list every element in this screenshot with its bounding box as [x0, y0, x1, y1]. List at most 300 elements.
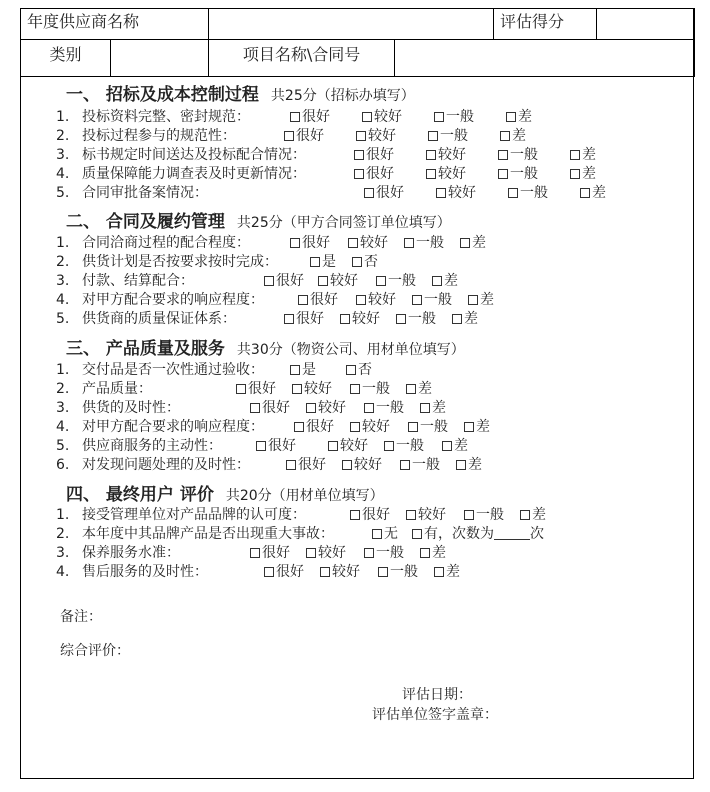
rating-option[interactable]: [406, 380, 432, 398]
option-label: 一般: [362, 381, 390, 397]
rating-option[interactable]: [456, 456, 482, 474]
item-number: 4.: [56, 419, 70, 435]
checkbox[interactable]: [420, 403, 430, 413]
rating-option[interactable]: [290, 234, 330, 252]
checkbox[interactable]: [442, 441, 452, 451]
checkbox[interactable]: [396, 314, 406, 324]
section-heading: 一、 招标及成本控制过程: [66, 85, 259, 105]
item-number: 5.: [56, 438, 70, 454]
rating-option[interactable]: [420, 399, 446, 417]
section-title: [66, 80, 415, 105]
option-label: 很好: [302, 235, 330, 251]
item-text: 合同洽商过程的配合程度：: [82, 235, 250, 251]
checkbox[interactable]: [406, 384, 416, 394]
criterion-item: [56, 525, 334, 543]
project-field[interactable]: [395, 40, 695, 77]
option-label: 一般: [390, 564, 418, 580]
score-label: 评估得分: [494, 9, 597, 40]
checkbox[interactable]: [264, 276, 274, 286]
rating-option[interactable]: [364, 184, 404, 202]
option-label: 差: [468, 457, 482, 473]
option-label: 是: [322, 254, 336, 270]
criterion-item: [56, 418, 264, 436]
section-note: 共20分（用材单位填写）: [225, 488, 384, 504]
checkbox[interactable]: [364, 188, 374, 198]
checkbox[interactable]: [412, 529, 422, 539]
rating-option[interactable]: [236, 380, 276, 398]
rating-option[interactable]: [426, 146, 466, 164]
criterion-item: [56, 361, 264, 379]
rating-option[interactable]: [506, 108, 532, 126]
rating-option[interactable]: [500, 127, 526, 145]
rating-option[interactable]: [250, 544, 290, 562]
checkbox[interactable]: [376, 276, 386, 286]
section-heading: 二、 合同及履约管理: [66, 212, 225, 232]
checkbox[interactable]: [364, 403, 374, 413]
remarks-label: 备注：: [60, 609, 102, 625]
option-label: 很好: [248, 381, 276, 397]
rating-option[interactable]: [428, 127, 468, 145]
criterion-item: [56, 544, 180, 562]
checkbox[interactable]: [434, 567, 444, 577]
option-label: 差: [518, 109, 532, 125]
item-text: 合同审批备案情况：: [82, 185, 208, 201]
checkbox[interactable]: [306, 403, 316, 413]
checkbox[interactable]: [464, 422, 474, 432]
option-label: 较好: [362, 419, 390, 435]
rating-option[interactable]: [376, 272, 416, 290]
category-label: 类别: [21, 40, 111, 77]
section-heading: 四、 最终用户 评价: [66, 485, 214, 505]
option-label: 差: [454, 438, 468, 454]
rating-option[interactable]: [434, 108, 474, 126]
checkbox[interactable]: [452, 314, 462, 324]
rating-option[interactable]: [412, 291, 452, 309]
checkbox[interactable]: [310, 257, 320, 267]
rating-option[interactable]: [352, 253, 378, 271]
rating-option[interactable]: [498, 165, 538, 183]
rating-option[interactable]: [356, 291, 396, 309]
option-label: 一般: [396, 438, 424, 454]
option-label: 差: [464, 311, 478, 327]
option-label: 很好: [306, 419, 334, 435]
item-text: 标书规定时间送达及投标配合情况：: [82, 147, 306, 163]
rating-option[interactable]: [570, 146, 596, 164]
rating-option[interactable]: [400, 456, 440, 474]
rating-option[interactable]: [350, 380, 390, 398]
item-text: 供货商的质量保证体系：: [82, 311, 236, 327]
rating-option[interactable]: [306, 544, 346, 562]
item-number: 1.: [56, 235, 70, 251]
header-table: [20, 8, 695, 77]
overall-evaluation-label: 综合评价：: [60, 643, 130, 659]
option-label: 较好: [360, 235, 388, 251]
checkbox[interactable]: [434, 112, 444, 122]
rating-option[interactable]: [284, 310, 324, 328]
rating-option[interactable]: [362, 108, 402, 126]
item-number: 3.: [56, 400, 70, 416]
rating-option[interactable]: [372, 525, 398, 543]
criterion-item: [56, 184, 208, 202]
option-label: 差: [444, 273, 458, 289]
checkbox[interactable]: [498, 169, 508, 179]
option-label: 很好: [268, 438, 296, 454]
checkbox[interactable]: [306, 548, 316, 558]
checkbox[interactable]: [342, 460, 352, 470]
rating-option[interactable]: [310, 253, 336, 271]
rating-option[interactable]: [328, 437, 368, 455]
checkbox[interactable]: [500, 131, 510, 141]
option-label: 较好: [438, 147, 466, 163]
seal-label: 评估单位签字盖章：: [372, 707, 498, 723]
item-number: 3.: [56, 147, 70, 163]
item-text: 本年度中其品牌产品是否出现重大事故：: [82, 526, 334, 542]
criterion-item: [56, 272, 194, 290]
item-text: 付款、结算配合：: [82, 273, 194, 289]
rating-option[interactable]: [408, 418, 448, 436]
criterion-item: [56, 234, 250, 252]
rating-option[interactable]: [464, 506, 504, 524]
checkbox[interactable]: [298, 295, 308, 305]
checkbox[interactable]: [364, 548, 374, 558]
item-number: 3.: [56, 545, 70, 561]
rating-option[interactable]: [356, 127, 396, 145]
item-number: 5.: [56, 311, 70, 327]
evaluation-date-label: 评估日期：: [402, 687, 472, 703]
rating-option[interactable]: [384, 437, 424, 455]
option-label: 较好: [318, 400, 346, 416]
rating-option[interactable]: [298, 291, 338, 309]
criterion-item: [56, 108, 250, 126]
checkbox[interactable]: [292, 384, 302, 394]
item-text: 产品质量：: [82, 381, 152, 397]
option-label: 很好: [302, 109, 330, 125]
checkbox[interactable]: [436, 188, 446, 198]
checkbox[interactable]: [356, 295, 366, 305]
option-label: 较好: [330, 273, 358, 289]
item-text: 供应商服务的主动性：: [82, 438, 222, 454]
project-label: 项目名称\合同号: [209, 40, 395, 77]
option-label: 很好: [310, 292, 338, 308]
rating-option[interactable]: [412, 525, 544, 543]
rating-option[interactable]: [354, 165, 394, 183]
item-text: 供货计划是否按要求按时完成：: [82, 254, 278, 270]
option-label: 一般: [376, 545, 404, 561]
rating-option[interactable]: [306, 399, 346, 417]
option-label: 一般: [388, 273, 416, 289]
rating-option[interactable]: [452, 310, 478, 328]
rating-option[interactable]: [364, 399, 404, 417]
rating-option[interactable]: [284, 127, 324, 145]
rating-option[interactable]: [520, 506, 546, 524]
checkbox[interactable]: [356, 131, 366, 141]
item-number: 4.: [56, 166, 70, 182]
option-label: 较好: [374, 109, 402, 125]
criterion-item: [56, 146, 306, 164]
rating-option[interactable]: [498, 146, 538, 164]
item-text: 保养服务水准：: [82, 545, 180, 561]
checkbox[interactable]: [354, 150, 364, 160]
option-label: 很好: [276, 273, 304, 289]
criterion-item: [56, 310, 236, 328]
section-heading: 三、 产品质量及服务: [66, 339, 225, 359]
option-label: 差: [532, 507, 546, 523]
item-text: 交付品是否一次性通过验收：: [82, 362, 264, 378]
rating-option[interactable]: [364, 544, 404, 562]
item-text: 投标过程参与的规范性：: [82, 128, 236, 144]
option-label: 很好: [362, 507, 390, 523]
checkbox[interactable]: [384, 441, 394, 451]
supplier-name-label: 年度供应商名称: [21, 9, 209, 40]
criterion-item: [56, 506, 306, 524]
option-label: 较好: [340, 438, 368, 454]
option-label: 否: [364, 254, 378, 270]
option-label: 差: [432, 545, 446, 561]
checkbox[interactable]: [350, 510, 360, 520]
section-note: 共30分（物资公司、用材单位填写）: [236, 342, 465, 358]
section-title: [66, 480, 384, 505]
checkbox[interactable]: [372, 529, 382, 539]
option-label: 一般: [376, 400, 404, 416]
checkbox[interactable]: [420, 548, 430, 558]
criterion-item: [56, 291, 264, 309]
rating-option[interactable]: [342, 456, 382, 474]
criterion-item: [56, 165, 306, 183]
option-label: 较好: [332, 564, 360, 580]
checkbox[interactable]: [506, 112, 516, 122]
rating-option[interactable]: [290, 361, 316, 379]
category-field[interactable]: [111, 40, 209, 77]
checkbox[interactable]: [290, 365, 300, 375]
rating-option[interactable]: [464, 418, 490, 436]
checkbox[interactable]: [520, 510, 530, 520]
checkbox[interactable]: [294, 422, 304, 432]
rating-option[interactable]: [436, 184, 476, 202]
option-label: 很好: [366, 166, 394, 182]
option-label: 较好: [448, 185, 476, 201]
rating-option[interactable]: [286, 456, 326, 474]
checkbox[interactable]: [284, 314, 294, 324]
rating-option[interactable]: [294, 418, 334, 436]
rating-option[interactable]: [434, 563, 460, 581]
option-label: 是: [302, 362, 316, 378]
rating-option[interactable]: [442, 437, 468, 455]
item-number: 1.: [56, 109, 70, 125]
checkbox[interactable]: [406, 510, 416, 520]
option-label: 较好: [418, 507, 446, 523]
checkbox[interactable]: [256, 441, 266, 451]
rating-option[interactable]: [570, 165, 596, 183]
section-title: [66, 207, 451, 232]
rating-option[interactable]: [256, 437, 296, 455]
criterion-item: [56, 456, 250, 474]
item-number: 5.: [56, 185, 70, 201]
item-text: 对甲方配合要求的响应程度：: [82, 419, 264, 435]
item-text: 供货的及时性：: [82, 400, 180, 416]
item-text: 质量保障能力调查表及时更新情况：: [82, 166, 306, 182]
rating-option[interactable]: [378, 563, 418, 581]
rating-option[interactable]: [340, 310, 380, 328]
option-label: 差: [582, 147, 596, 163]
option-label: 较好: [438, 166, 466, 182]
rating-option[interactable]: [348, 234, 388, 252]
item-number: 4.: [56, 292, 70, 308]
item-text: 对发现问题处理的及时性：: [82, 457, 250, 473]
option-label: 很好: [376, 185, 404, 201]
checkbox[interactable]: [354, 169, 364, 179]
option-label: 较好: [304, 381, 332, 397]
rating-option[interactable]: [432, 272, 458, 290]
option-label: 一般: [412, 457, 440, 473]
option-label: 差: [512, 128, 526, 144]
option-label: 很好: [296, 128, 324, 144]
checkbox[interactable]: [432, 276, 442, 286]
option-label: 较好: [368, 128, 396, 144]
option-label: 差: [472, 235, 486, 251]
checkbox[interactable]: [428, 131, 438, 141]
rating-option[interactable]: [396, 310, 436, 328]
option-label: 很好: [296, 311, 324, 327]
checkbox[interactable]: [412, 295, 422, 305]
checkbox[interactable]: [350, 422, 360, 432]
checkbox[interactable]: [426, 150, 436, 160]
checkbox[interactable]: [508, 188, 518, 198]
option-label: 很好: [276, 564, 304, 580]
rating-option[interactable]: [580, 184, 606, 202]
checkbox[interactable]: [408, 422, 418, 432]
checkbox[interactable]: [264, 567, 274, 577]
rating-option[interactable]: [346, 361, 372, 379]
rating-option[interactable]: [264, 272, 304, 290]
checkbox[interactable]: [350, 384, 360, 394]
checkbox[interactable]: [236, 384, 246, 394]
count-input[interactable]: [494, 527, 530, 540]
option-label: 一般: [446, 109, 474, 125]
option-label: 差: [582, 166, 596, 182]
option-label: 一般: [440, 128, 468, 144]
checkbox[interactable]: [460, 238, 470, 248]
rating-option[interactable]: [354, 146, 394, 164]
checkbox[interactable]: [378, 567, 388, 577]
option-label: 较好: [368, 292, 396, 308]
checkbox[interactable]: [284, 131, 294, 141]
checkbox[interactable]: [352, 257, 362, 267]
option-label: 无: [384, 526, 398, 542]
checkbox[interactable]: [250, 403, 260, 413]
checkbox[interactable]: [318, 276, 328, 286]
option-label: 很好: [262, 400, 290, 416]
option-label: 差: [432, 400, 446, 416]
checkbox[interactable]: [340, 314, 350, 324]
rating-option[interactable]: [320, 563, 360, 581]
supplier-name-field[interactable]: [209, 9, 494, 40]
checkbox[interactable]: [328, 441, 338, 451]
criterion-item: [56, 380, 152, 398]
section-note: 共25分（甲方合同签订单位填写）: [236, 215, 451, 231]
checkbox[interactable]: [346, 365, 356, 375]
option-label: 一般: [476, 507, 504, 523]
item-text: 对甲方配合要求的响应程度：: [82, 292, 264, 308]
rating-option[interactable]: [468, 291, 494, 309]
checkbox[interactable]: [570, 169, 580, 179]
option-label: 较好: [354, 457, 382, 473]
checkbox[interactable]: [498, 150, 508, 160]
item-number: 3.: [56, 273, 70, 289]
criterion-item: [56, 437, 222, 455]
item-text: 投标资料完整、密封规范：: [82, 109, 250, 125]
item-number: 1.: [56, 507, 70, 523]
item-number: 1.: [56, 362, 70, 378]
rating-option[interactable]: [508, 184, 548, 202]
rating-option[interactable]: [264, 563, 304, 581]
option-label: 较好: [318, 545, 346, 561]
checkbox[interactable]: [362, 112, 372, 122]
option-label: 较好: [352, 311, 380, 327]
option-label: 一般: [510, 147, 538, 163]
item-number: 4.: [56, 564, 70, 580]
item-number: 2.: [56, 526, 70, 542]
checkbox[interactable]: [290, 112, 300, 122]
checkbox[interactable]: [570, 150, 580, 160]
checkbox[interactable]: [464, 510, 474, 520]
option-label: 一般: [416, 235, 444, 251]
item-number: 2.: [56, 128, 70, 144]
item-number: 2.: [56, 254, 70, 270]
section-title: [66, 334, 465, 359]
rating-option[interactable]: [460, 234, 486, 252]
rating-option[interactable]: [250, 399, 290, 417]
checkbox[interactable]: [426, 169, 436, 179]
section-note: 共25分（招标办填写）: [270, 88, 415, 104]
option-label: 差: [592, 185, 606, 201]
criterion-item: [56, 253, 278, 271]
checkbox[interactable]: [348, 238, 358, 248]
option-label: 很好: [366, 147, 394, 163]
checkbox[interactable]: [286, 460, 296, 470]
option-label: 差: [476, 419, 490, 435]
criterion-item: [56, 563, 208, 581]
rating-option[interactable]: [350, 418, 390, 436]
item-number: 2.: [56, 381, 70, 397]
checkbox[interactable]: [468, 295, 478, 305]
item-text: 接受管理单位对产品品牌的认可度：: [82, 507, 306, 523]
rating-option[interactable]: [426, 165, 466, 183]
checkbox[interactable]: [400, 460, 410, 470]
option-label: 否: [358, 362, 372, 378]
option-label: 一般: [520, 185, 548, 201]
checkbox[interactable]: [404, 238, 414, 248]
option-label: 一般: [424, 292, 452, 308]
rating-option[interactable]: [404, 234, 444, 252]
checkbox[interactable]: [320, 567, 330, 577]
option-label: 差: [480, 292, 494, 308]
checkbox[interactable]: [290, 238, 300, 248]
criterion-item: [56, 127, 236, 145]
rating-option[interactable]: [420, 544, 446, 562]
rating-option[interactable]: [290, 108, 330, 126]
rating-option[interactable]: [350, 506, 390, 524]
score-field[interactable]: [597, 9, 695, 40]
checkbox[interactable]: [580, 188, 590, 198]
option-label: 很好: [262, 545, 290, 561]
rating-option[interactable]: [292, 380, 332, 398]
option-label: 很好: [298, 457, 326, 473]
rating-option[interactable]: [318, 272, 358, 290]
rating-option[interactable]: [406, 506, 446, 524]
checkbox[interactable]: [456, 460, 466, 470]
checkbox[interactable]: [250, 548, 260, 558]
option-label: 一般: [408, 311, 436, 327]
